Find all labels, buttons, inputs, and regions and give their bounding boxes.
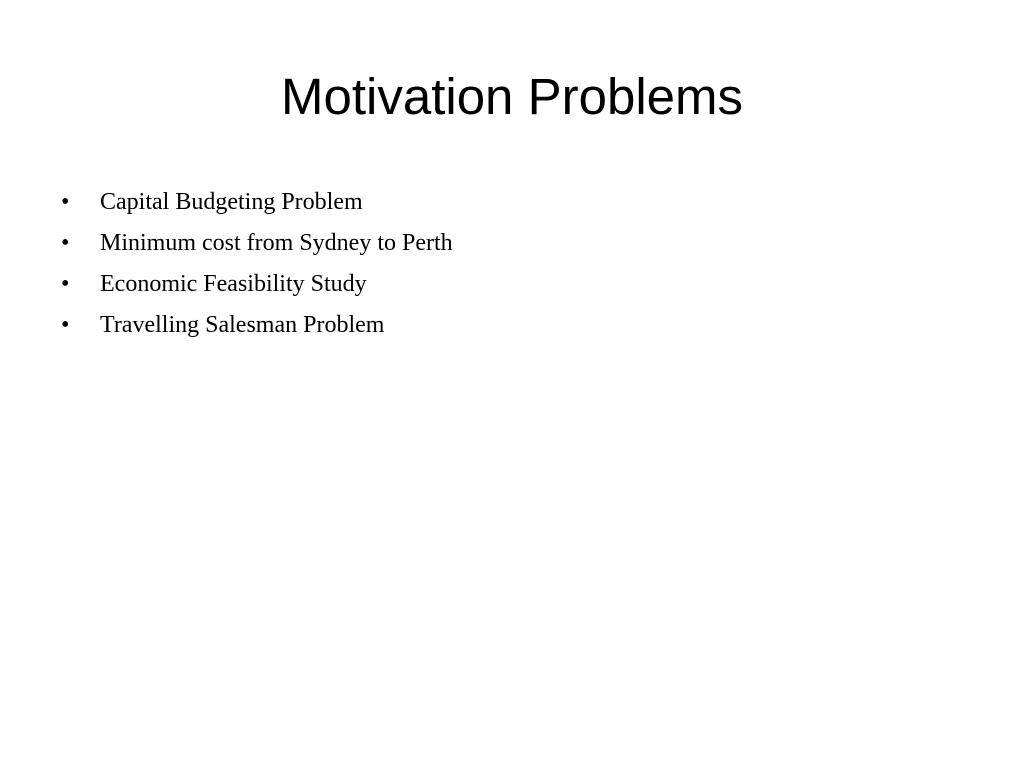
bullet-icon: • xyxy=(61,271,70,297)
bullet-text: Minimum cost from Sydney to Perth xyxy=(100,230,453,256)
bullet-text: Economic Feasibility Study xyxy=(100,271,367,297)
slide-title: Motivation Problems xyxy=(280,68,743,125)
bullet-icon: • xyxy=(61,312,70,338)
bullet-text: Capital Budgeting Problem xyxy=(100,189,363,215)
bullet-icon: • xyxy=(61,230,70,256)
bullet-icon: • xyxy=(61,189,70,215)
bullet-text: Travelling Salesman Problem xyxy=(100,312,385,338)
